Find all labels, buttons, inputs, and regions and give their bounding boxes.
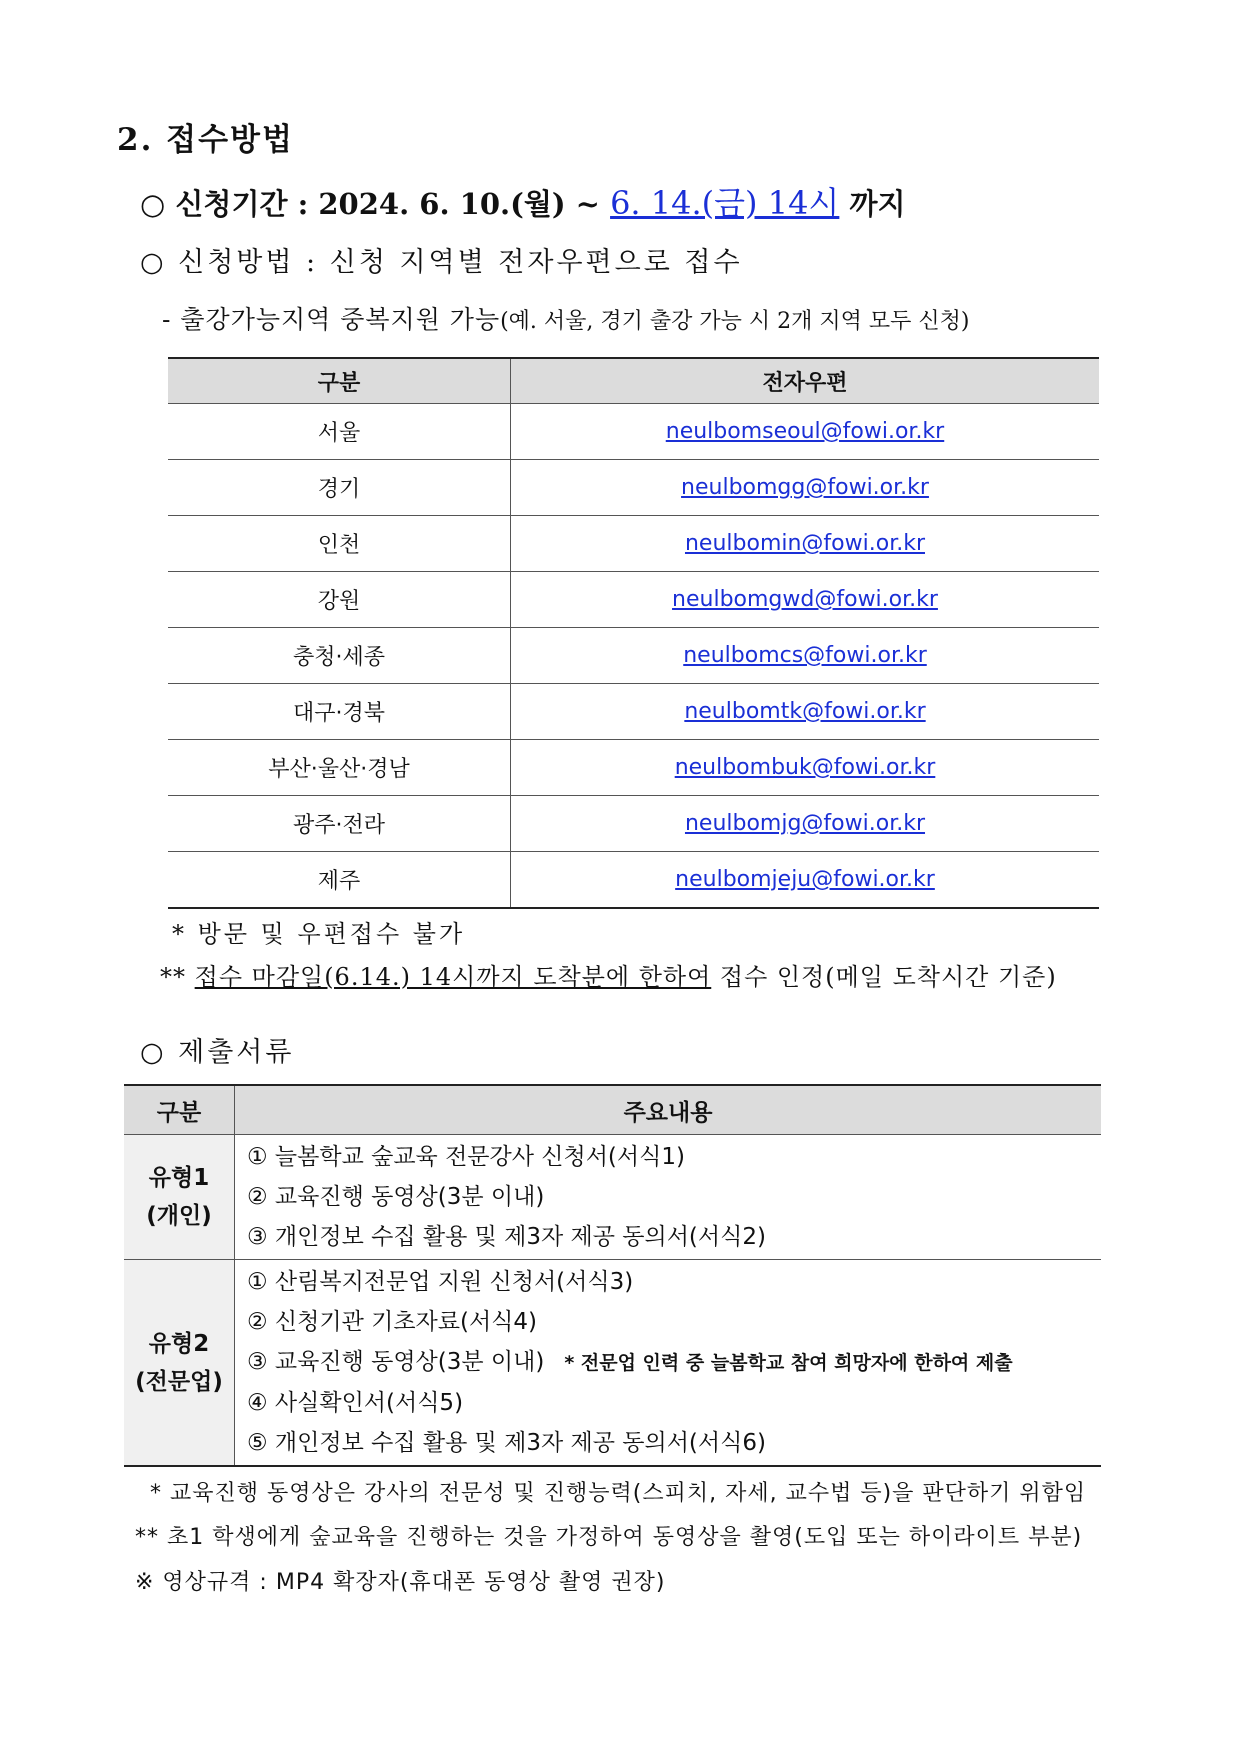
list-item <box>247 1342 1101 1383</box>
type2-cell <box>124 1260 235 1467</box>
period-bullet: ○ <box>140 187 166 221</box>
email-link[interactable]: neulbomin@fowi.or.kr <box>684 531 925 556</box>
table-row <box>168 684 1099 740</box>
email-cell <box>511 684 1100 740</box>
table-row <box>168 628 1099 684</box>
note2-underlined: 접수 마감일(6.14.) 14시까지 도착분에 한하여 <box>194 963 712 991</box>
type1-cell <box>124 1135 235 1260</box>
period-deadline: 6. 14.(금) 14시 <box>610 184 840 222</box>
type2-label: 유형2 <box>148 1330 210 1357</box>
table-row <box>168 740 1099 796</box>
list-item: ① 늘봄학교 숲교육 전문강사 신청서(서식1) <box>247 1144 685 1170</box>
footnote-video-content: ** 초1 학생에게 숲교육을 진행하는 것을 가정하여 동영상을 촬영(도입 또는 하이라이트 부분) <box>135 1525 1083 1550</box>
table-row <box>124 1135 1101 1260</box>
list-item: ⑤ 개인정보 수집 활용 및 제3자 제공 동의서(서식6) <box>247 1430 766 1456</box>
footnote-video-purpose: * 교육진행 동영상은 강사의 전문성 및 진행능력(스피치, 자세, 교수법 등)을 판단하기 위함임 <box>150 1481 1087 1506</box>
table-row <box>124 1260 1101 1467</box>
email-link[interactable]: neulbomcs@fowi.or.kr <box>683 643 927 668</box>
table-row <box>168 516 1099 572</box>
application-period <box>140 178 905 224</box>
type2-items <box>235 1260 1102 1467</box>
region-cell: 서울 <box>168 404 511 460</box>
multi-lead: - 출강가능지역 중복지원 가능 <box>162 305 501 334</box>
region-cell: 제주 <box>168 852 511 909</box>
multi-example: (예. 서울, 경기 출강 가능 시 2개 지역 모두 신청) <box>500 309 970 334</box>
region-cell: 강원 <box>168 572 511 628</box>
type1-sublabel: (개인) <box>146 1203 212 1229</box>
docs-title: ○ 제출서류 <box>140 1037 295 1068</box>
email-cell <box>511 740 1100 796</box>
email-link[interactable]: neulbomjeju@fowi.or.kr <box>675 867 935 892</box>
item-text: ③ 교육진행 동영상(3분 이내) <box>247 1349 545 1375</box>
application-method: ○ 신청방법 : 신청 지역별 전자우편으로 접수 <box>140 247 743 278</box>
email-link[interactable]: neulbomseoul@fowi.or.kr <box>665 419 945 444</box>
list-item: ② 신청기관 기초자료(서식4) <box>247 1309 538 1335</box>
type1-items <box>235 1135 1102 1260</box>
email-cell <box>511 572 1100 628</box>
note2-mark: ** <box>160 963 195 991</box>
docs-table <box>124 1084 1101 1467</box>
email-cell <box>511 404 1100 460</box>
email-cell <box>511 796 1100 852</box>
table-row <box>168 796 1099 852</box>
table-row <box>168 852 1099 909</box>
region-cell: 대구·경북 <box>168 684 511 740</box>
item-note: * 전문업 인력 중 늘봄학교 참여 희망자에 한하여 제출 <box>564 1352 1013 1374</box>
email-cell <box>511 852 1100 909</box>
header-type: 구분 <box>124 1085 235 1135</box>
period-suffix: 까지 <box>849 187 906 221</box>
footnote-video-format: ※ 영상규격 : MP4 확장자(휴대폰 동영상 촬영 권장) <box>135 1570 666 1595</box>
table-row <box>168 404 1099 460</box>
email-link[interactable]: neulbomtk@fowi.or.kr <box>684 699 926 724</box>
email-link[interactable]: neulbomgwd@fowi.or.kr <box>672 587 938 612</box>
table-row <box>168 460 1099 516</box>
header-content: 주요내용 <box>235 1085 1102 1135</box>
list-item: ② 교육진행 동영상(3분 이내) <box>247 1184 545 1210</box>
email-link[interactable]: neulbombuk@fowi.or.kr <box>674 755 936 780</box>
header-region: 구분 <box>168 358 511 404</box>
region-cell: 충청·세종 <box>168 628 511 684</box>
header-email: 전자우편 <box>511 358 1100 404</box>
list-item: ④ 사실확인서(서식5) <box>247 1390 464 1416</box>
email-cell <box>511 516 1100 572</box>
email-cell <box>511 460 1100 516</box>
region-cell: 부산·울산·경남 <box>168 740 511 796</box>
region-cell: 경기 <box>168 460 511 516</box>
period-label: 신청기간 : 2024. 6. 10.(월) ~ <box>175 187 611 221</box>
email-link[interactable]: neulbomgg@fowi.or.kr <box>681 475 929 500</box>
type1-label: 유형1 <box>148 1165 210 1191</box>
email-cell <box>511 628 1100 684</box>
table-header-row <box>124 1085 1101 1135</box>
region-cell: 광주·전라 <box>168 796 511 852</box>
region-cell: 인천 <box>168 516 511 572</box>
table-row <box>168 572 1099 628</box>
email-table <box>168 357 1099 909</box>
email-link[interactable]: neulbomjg@fowi.or.kr <box>684 811 926 836</box>
multi-region-note <box>162 300 969 336</box>
list-item: ③ 개인정보 수집 활용 및 제3자 제공 동의서(서식2) <box>247 1224 766 1250</box>
table-header-row <box>168 358 1099 404</box>
note2-rest: 접수 인정(메일 도착시간 기준) <box>711 963 1057 991</box>
note-deadline <box>160 957 1057 992</box>
list-item: ① 산림복지전문업 지원 신청서(서식3) <box>247 1269 634 1295</box>
section-title: 2. 접수방법 <box>117 122 294 158</box>
note-no-visit: * 방문 및 우편접수 불가 <box>172 920 466 948</box>
type2-sublabel: (전문업) <box>135 1368 223 1395</box>
